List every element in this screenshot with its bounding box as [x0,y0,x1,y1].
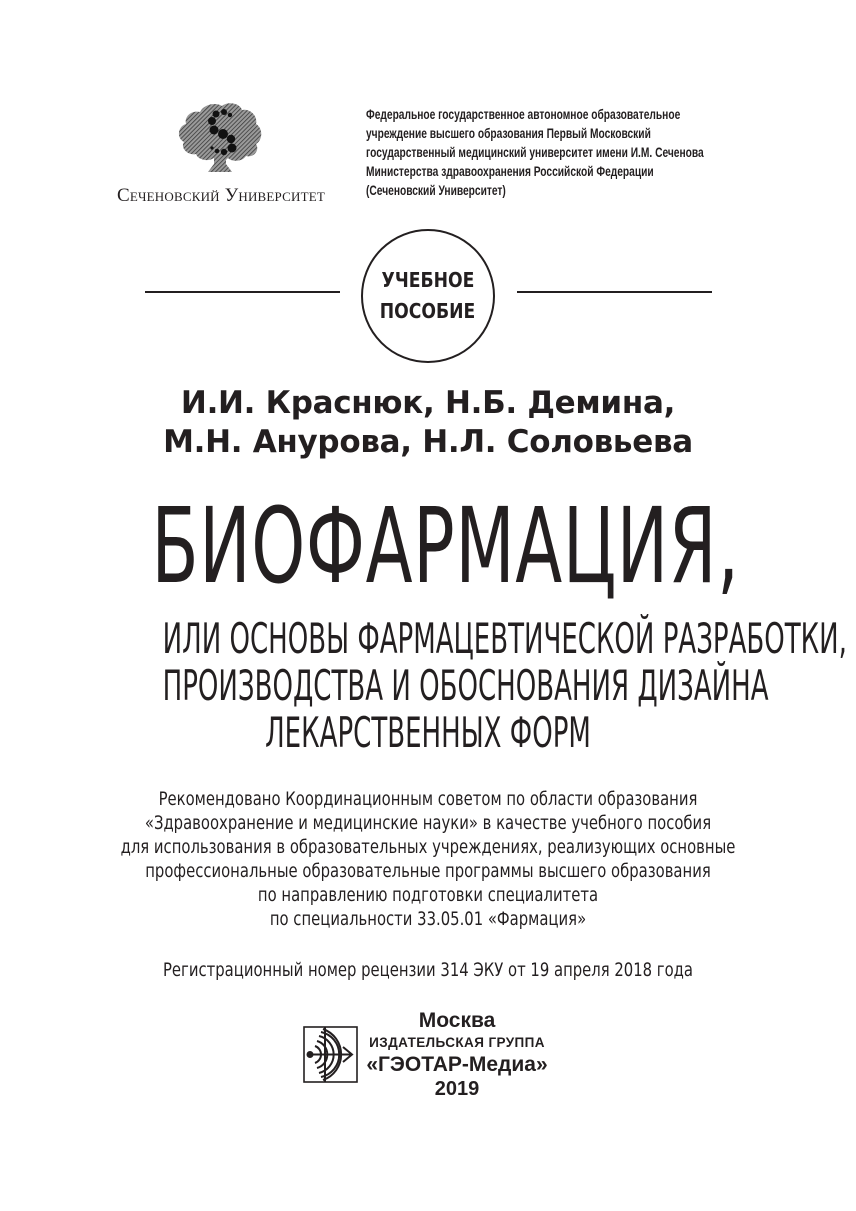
badge-line: УЧЕБНОЕ [381,268,475,292]
subtitle-line: ПРОИЗВОДСТВА И ОБОСНОВАНИЯ ДИЗАЙНА [162,661,769,710]
university-name: Сеченовский Университет [116,185,326,206]
publisher-name: «ГЭОТАР-Медиа» [366,1053,548,1076]
publisher-logo [303,1026,358,1083]
institution-line: Министерства здравоохранения Российской Федерации [366,164,654,180]
subtitle-line: ИЛИ ОСНОВЫ ФАРМАЦЕВТИЧЕСКОЙ РАЗРАБОТКИ, [162,614,847,663]
institution-line: Федеральное государственное автономное образовательное [366,107,681,123]
institution-line: учреждение высшего образования Первый Московский [366,126,651,142]
author-line: И.И. Краснюк, Н.Б. Демина, [180,385,676,421]
author-line: М.Н. Анурова, Н.Л. Соловьева [163,424,693,460]
recommendation [0,787,856,931]
publication-year: 2019 [434,1078,480,1100]
title-block [0,486,856,606]
institution-line: (Сеченовский Университет) [366,183,506,199]
publisher-group: ИЗДАТЕЛЬСКАЯ ГРУППА [369,1035,545,1050]
badge-line: ПОСОБИЕ [380,299,476,323]
registration-number: Регистрационный номер рецензии 314 ЭКУ от 19 апреля 2018 года [162,959,693,981]
textbook-badge [361,229,495,363]
divider-left [145,291,340,293]
institution-block [366,106,712,201]
book-title: БИОФАРМАЦИЯ, [151,485,740,607]
recommendation-line: по специальности 33.05.01 «Фармация» [269,908,587,930]
publisher-city: Москва [418,1009,496,1032]
recommendation-line: для использования в образовательных учреждениях, реализующих основные [120,836,736,858]
subtitle [0,615,856,756]
university-logo [170,98,270,178]
authors [0,384,856,462]
geotar-signal-arrow-icon [303,1026,358,1083]
registration [0,958,856,982]
recommendation-line: профессиональные образовательные программы высшего образования [145,860,711,882]
institution-line: государственный медицинский университет имени И.М. Сеченова [366,145,704,161]
recommendation-line: Рекомендовано Координационным советом по области образования [158,788,698,810]
recommendation-line: «Здравоохранение и медицинские науки» в качестве учебного пособия [144,812,712,834]
publisher-info [352,1009,562,1101]
subtitle-line: ЛЕКАРСТВЕННЫХ ФОРМ [265,708,591,757]
oak-tree-icon [170,98,270,178]
recommendation-line: по направлению подготовки специалитета [257,884,599,906]
divider-right [517,291,712,293]
